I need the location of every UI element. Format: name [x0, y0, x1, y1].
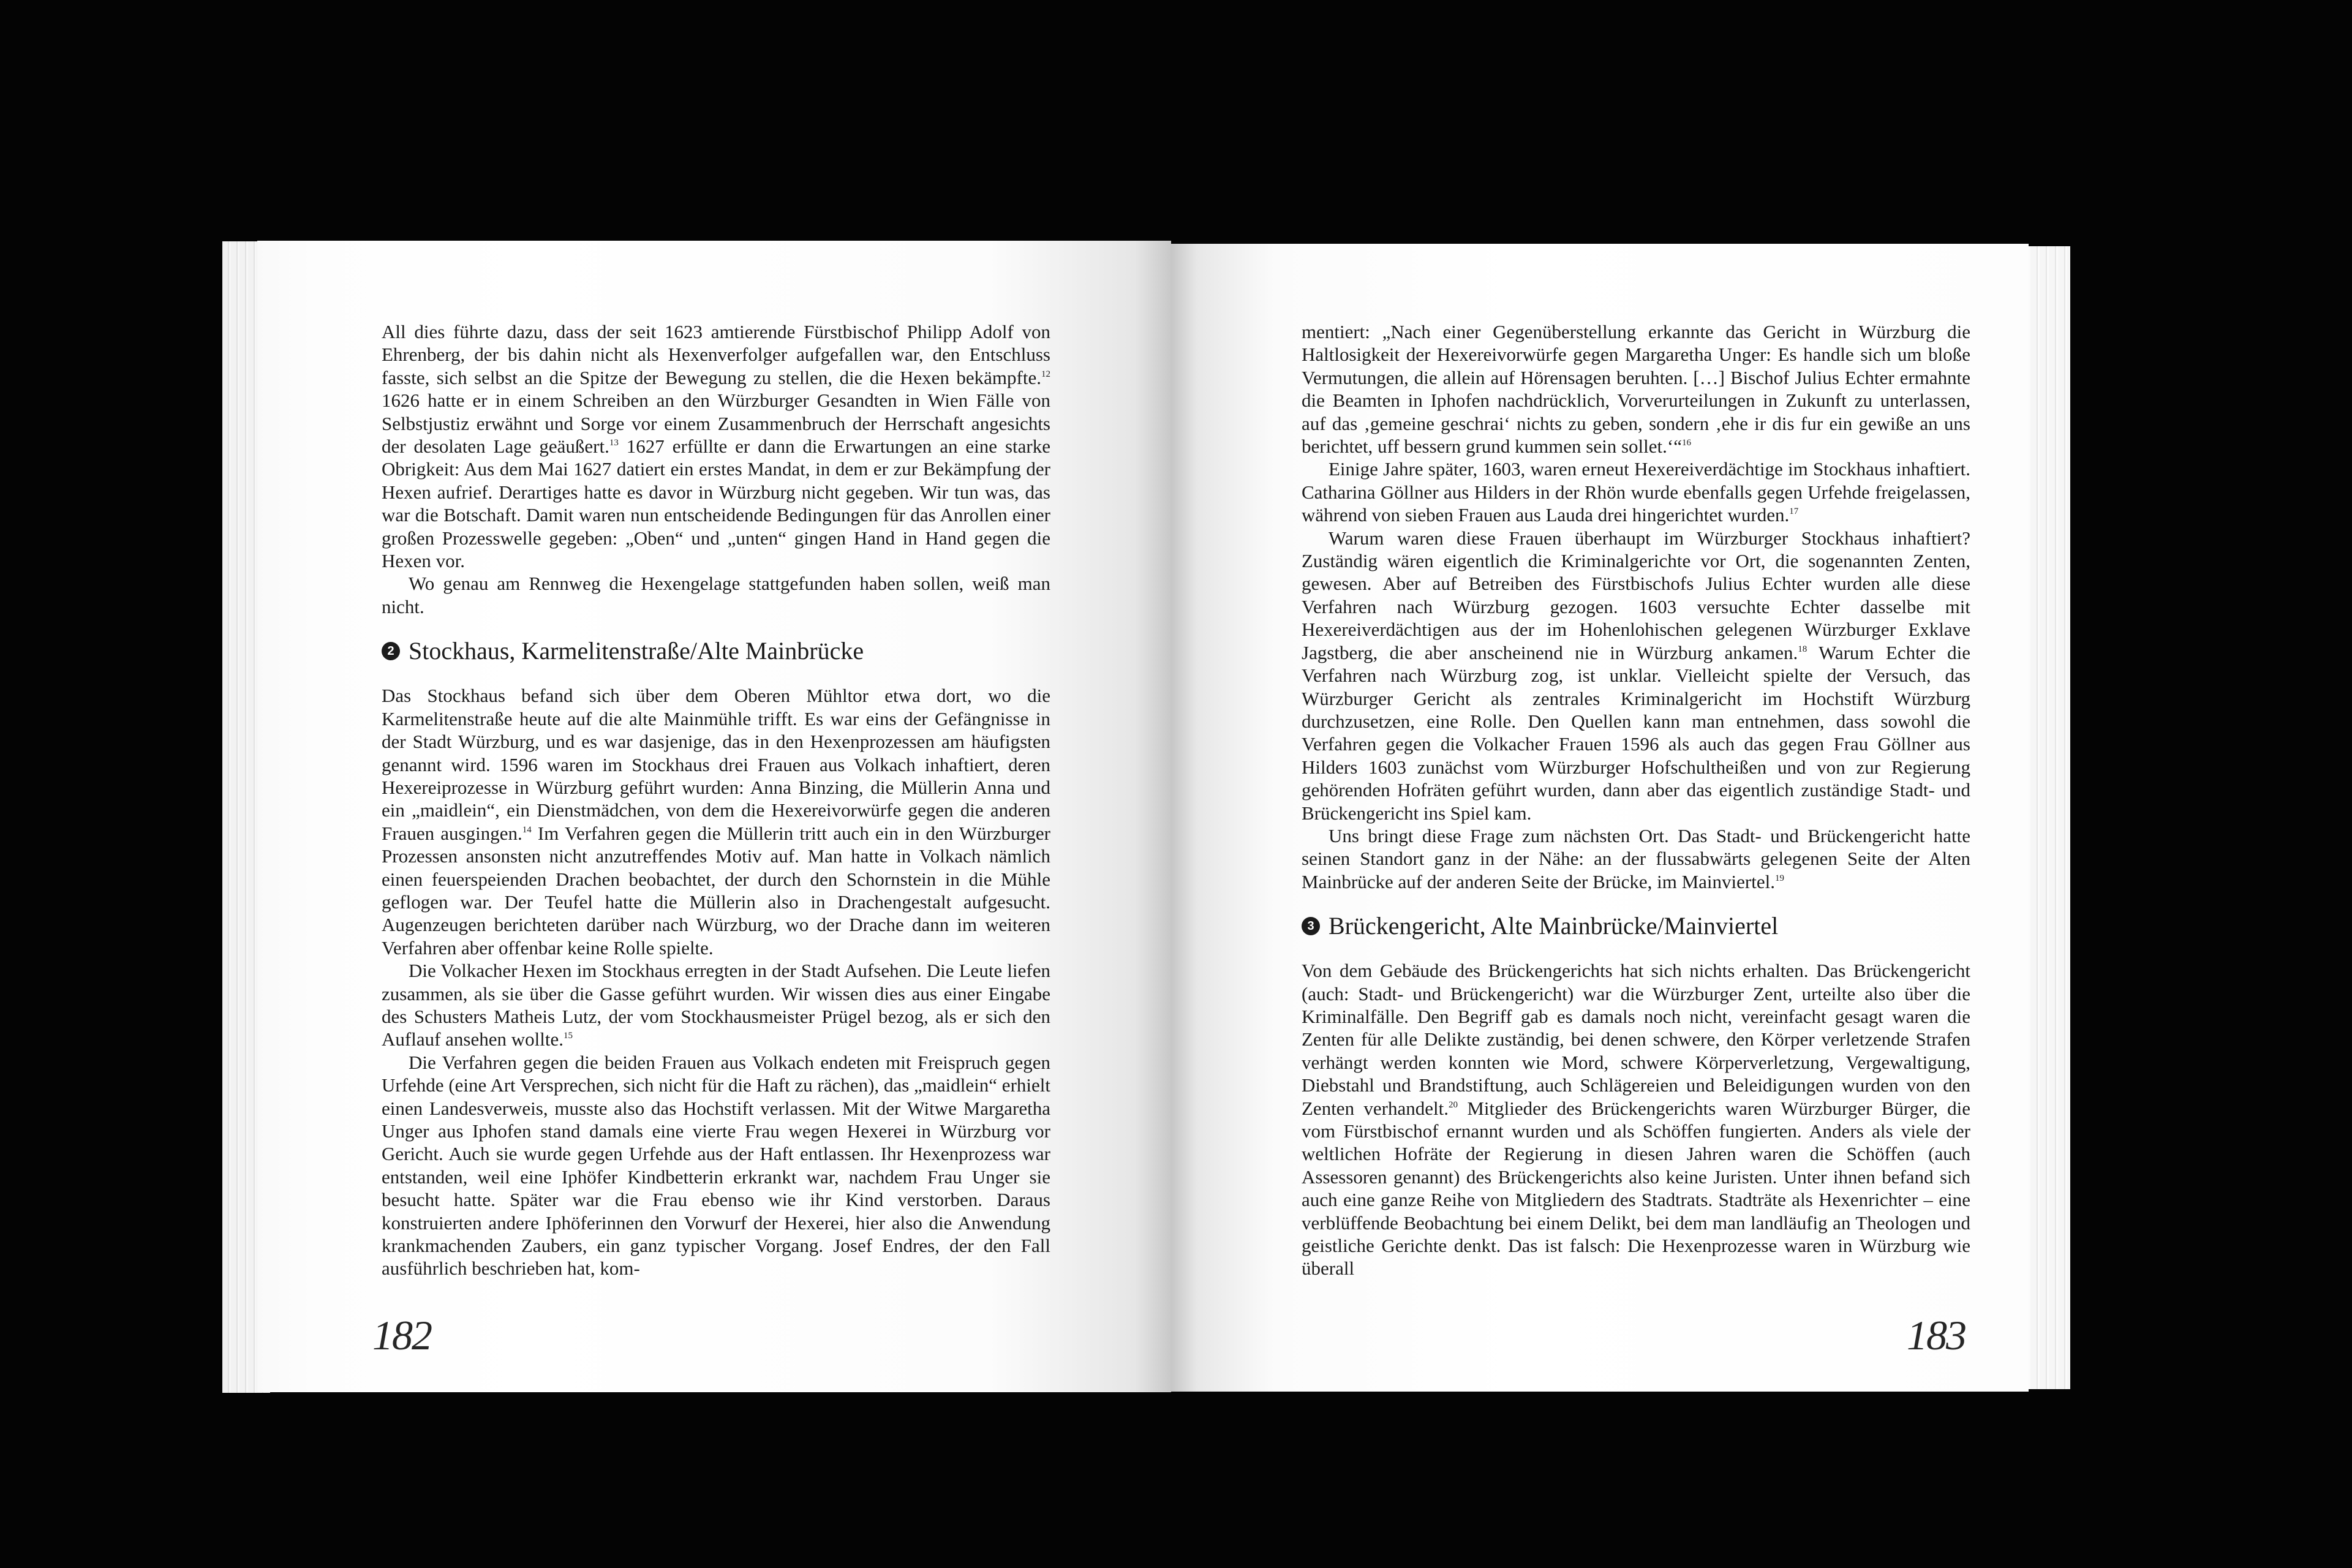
footnote-ref: 18: [1798, 644, 1807, 654]
body-paragraph: Von dem Gebäude des Brückengerichts hat sich nichts erhalten. Das Brückengericht (auch: Stadt- und Brückengericht) war die Würzburger Zent, urteilte also über die Kriminalfälle. Den Begriff gab es damals noch nicht, vereinfacht gesagt waren die Zenten für alle Delikte zuständig, bei denen schwere, den Körper verletzende Strafen verhängt werden konnten wie Mord, schwere Körperverletzung, Vergewaltigung, Diebstahl und Brandstiftung, auch Schlägereien und Beleidigungen wurden von den Zenten verhandelt.$^{20}$ Mitglieder des Brückengerichts waren Würzburger Bürger, die vom Fürstbischof ernannt wurden und als Schöffen fungierten. Anders als viele der weltlichen Hofräte der Regierung in diesen Jahren waren die Schöffen (auch Assessoren genannt) des Brückengerichts also keine Juristen. Unter ihnen befand sich auch eine ganze Reihe von Mitgliedern des Stadtrats. Stadträte als Hexenrichter – eine verblüffende Beobachtung bei einem Delikt, bei dem man landläufig an Theologen und geistliche Gerichte denkt. Das ist falsch: Die Hexenprozesse waren in Würzburg wie überall: [1302, 960, 1970, 1280]
section-number-badge: 2: [382, 642, 400, 660]
right-page-text: [1302, 320, 1970, 1280]
page-number: 182: [372, 1312, 431, 1359]
left-page-text: [382, 320, 1050, 1280]
footnote-ref: 17: [1789, 507, 1799, 517]
footnote-ref: 14: [522, 824, 532, 835]
body-paragraph: All dies führte dazu, dass der seit 1623 amtierende Fürstbischof Philipp Adolf von Ehrenberg, der bis dahin nicht als Hexenverfolger aufgefallen war, den Entschluss fasste, sich selbst an die Spitze der Bewegung zu stellen, die die Hexen bekämpfte.$^{12}$ 1626 hatte er in einem Schreiben an den Würzburger Gesandten in Wien Fälle von Selbstjustiz erwähnt und Sorge vor einem Zusammenbruch der Herrschaft angesichts der desolaten Lage geäußert.$^{13}$ 1627 erfüllte er dann die Erwartungen an eine starke Obrigkeit: Aus dem Mai 1627 datiert ein erstes Mandat, in dem er zur Bekämpfung der Hexen aufrief. Derartiges hatte es davor in Würzburg nicht gegeben. Wir tun was, das war die Botschaft. Damit waren nun entscheidende Bedingungen für das Anrollen einer großen Prozesswelle gegeben: „Oben“ und „unten“ gingen Hand in Hand gegen die Hexen vor.: [382, 321, 1050, 572]
section-number-badge: 3: [1302, 917, 1320, 935]
body-paragraph: Die Volkacher Hexen im Stockhaus erregten in der Stadt Aufsehen. Die Leute liefen zusammen, als sie über die Gasse geführt wurden. Wir wissen dies aus einer Eingabe des Schusters Matheis Lutz, der vom Stockhausmeister Prügel bezog, als er sich den Auflauf ansehen wollte.$^{15}$: [382, 960, 1050, 1050]
footnote-ref: 16: [1681, 438, 1691, 448]
body-paragraph: Wo genau am Rennweg die Hexengelage stattgefunden haben sollen, weiß man nicht.: [382, 573, 1050, 617]
section-title: Stockhaus, Karmelitenstraße/Alte Mainbrücke: [409, 637, 864, 665]
body-paragraph: mentiert: „Nach einer Gegenüberstellung erkannte das Gericht in Würzburg die Haltlosigkeit der Hexereivorwürfe gegen Margaretha Unger: Es handle sich um bloße Vermutungen, die allein auf Hörensagen beruhten. […] Bischof Julius Echter ermahnte die Beamten in Iphofen nachdrücklich, Vorverurteilungen in Zukunft zu unterlassen, auf das ‚gemeine geschrai‘ nichts zu geben, sondern ‚ehe ir dis fur ein gewiße an uns berichtet, uff bessern grund kummen sein sollet.‘“$^{16}$: [1302, 321, 1970, 458]
body-paragraph: Das Stockhaus befand sich über dem Oberen Mühltor etwa dort, wo die Karmelitenstraße heute auf die alte Mainmühle trifft. Es war eins der Gefängnisse in der Stadt Würzburg, und es war dasjenige, das in den Hexenprozessen am häufigsten genannt wird. 1596 waren im Stockhaus drei Frauen aus Volkach inhaftiert, deren Hexereiprozesse in Würzburg geführt wurden: Anna Binzing, die Müllerin Anna und ein „maidlein“, ein Dienstmädchen, von dem die Hexereivorwürfe gegen die anderen Frauen ausgingen.$^{14}$ Im Verfahren gegen die Müllerin tritt auch ein in den Würzburger Prozessen ansonsten nicht anzutreffendes Motiv auf. Man hatte in Volkach nämlich einen feuerspeienden Drachen beobachtet, der durch den Schornstein in die Mühle geflogen war. Der Teufel hatte die Müllerin also in Drachengestalt aufgesucht. Augenzeugen berichteten darüber nach Würzburg, wo der Drache dann im weiteren Verfahren aber offenbar keine Rolle spielte.: [382, 685, 1050, 959]
body-paragraph: Uns bringt diese Frage zum nächsten Ort. Das Stadt- und Brückengericht hatte seinen Standort ganz in der Nähe: an der flussabwärts gelegenen Seite der Alten Mainbrücke auf der anderen Seite der Brücke, im Mainviertel.$^{19}$: [1302, 824, 1970, 892]
section-heading: [382, 636, 1050, 666]
section-title: Brückengericht, Alte Mainbrücke/Mainviertel: [1329, 912, 1779, 940]
body-paragraph: Warum waren diese Frauen überhaupt im Würzburger Stockhaus inhaftiert? Zuständig wären eigentlich die Kriminalgerichte vor Ort, die sogenannten Zenten, gewesen. Aber auf Betreiben des Fürstbischofs Julius Echter wurden alle diese Verfahren nach Würzburg gezogen. 1603 versuchte Echter dasselbe mit Hexereiverdächtigen aus der im Hohenlohischen gelegenen Würzburger Exklave Jagstberg, die aber anscheinend nie in Würzburg ankamen.$^{18}$ Warum Echter die Verfahren nach Würzburg zog, ist unklar. Vielleicht spielte der Versuch, das Würzburger Gericht als zentrales Kriminalgericht im Hochstift Würzburg durchzusetzen, eine Rolle. Den Quellen kann man entnehmen, dass sowohl die Verfahren gegen die Volkacher Frauen 1596 als auch das gegen Frau Göllner aus Hilders 1603 zunächst vom Würzburger Hofschultheißen und von zur Regierung gehörenden Hofräten geführt wurden, dann aber das eigentlich zuständige Stadt- und Brückengericht ins Spiel kam.: [1302, 527, 1970, 824]
section-heading: [1302, 911, 1970, 941]
page-number: 183: [1907, 1312, 1966, 1359]
footnote-ref: 15: [563, 1031, 573, 1041]
body-paragraph: Einige Jahre später, 1603, waren erneut Hexereiverdächtige im Stockhaus inhaftiert. Catharina Göllner aus Hilders in der Rhön wurde ebenfalls gegen Urfehde freigelassen, während von sieben Frauen aus Lauda drei hingerichtet wurden.$^{17}$: [1302, 458, 1970, 526]
page-edges-right: [2021, 246, 2070, 1389]
footnote-ref: 20: [1449, 1099, 1458, 1110]
body-paragraph: Die Verfahren gegen die beiden Frauen aus Volkach endeten mit Freispruch gegen Urfehde (eine Art Versprechen, sich nicht für die Haft zu rächen), das „maidlein“ erhielt einen Landesverweis, musste also das Hochstift verlassen. Mit der Witwe Margaretha Unger aus Iphofen stand damals eine vierte Frau wegen Hexerei in Würzburg vor Gericht. Auch sie wurde gegen Urfehde aus der Haft entlassen. Ihr Hexenprozess war entstanden, weil eine Iphöfer Kindbetterin erkrankt war, nachdem Frau Unger sie besucht hatte. Später war die Frau ebenso wie ihr Kind verstorben. Daraus konstruierten andere Iphöferinnen den Vorwurf der Hexerei, hier also die Anwendung krankmachenden Zaubers, ein ganz typischer Vorgang. Josef Endres, der den Fall ausführlich beschrieben hat, kom-: [382, 1051, 1050, 1280]
footnote-ref: 12: [1041, 369, 1050, 379]
footnote-ref: 13: [609, 438, 619, 448]
footnote-ref: 19: [1774, 873, 1784, 883]
